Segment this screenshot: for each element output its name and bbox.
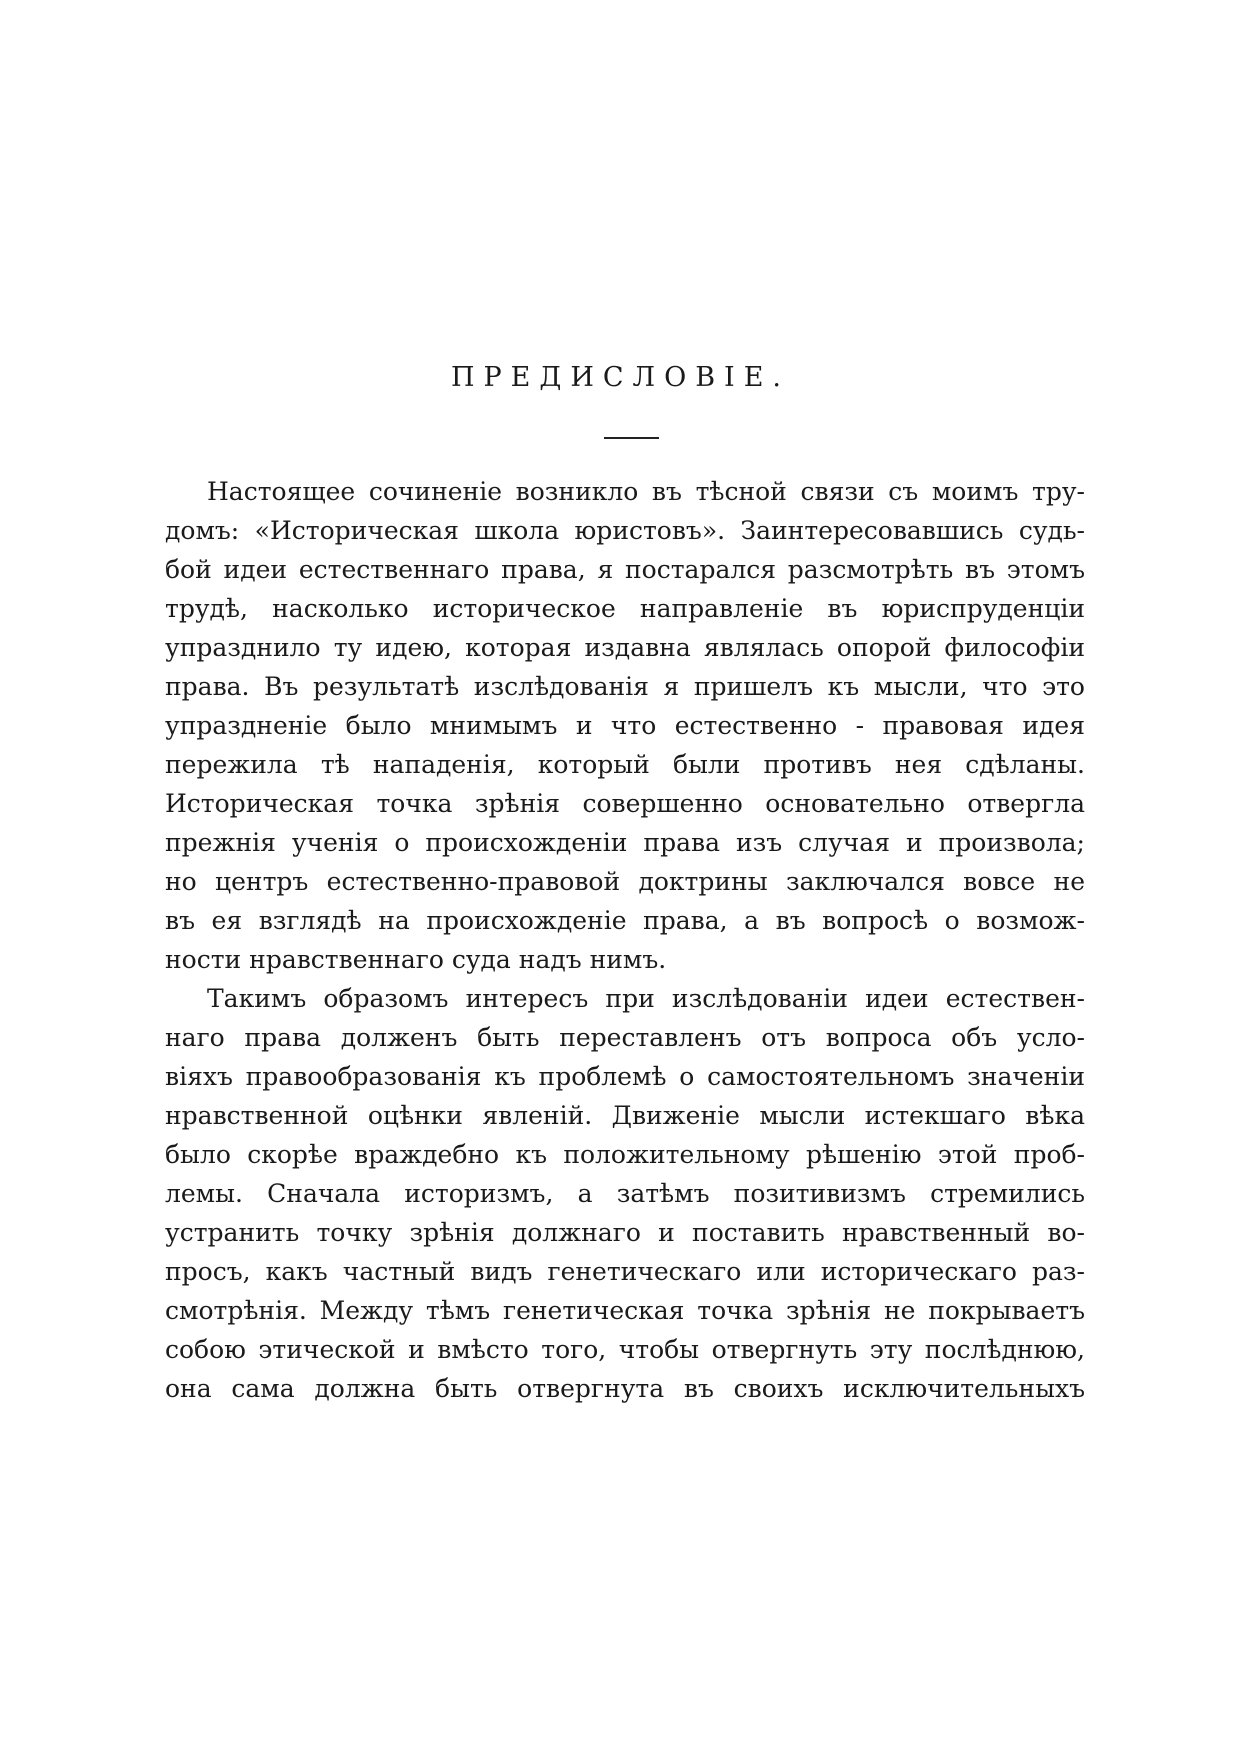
text-line: смотрѣнія. Между тѣмъ генетическая точка зрѣнія не покрываетъ [165,1296,1085,1325]
page-title: ПРЕДИСЛОВІЕ. [450,362,791,393]
text-line: было скорѣе враждебно къ положительному рѣшенію этой проб- [165,1140,1085,1169]
text-line: она сама должна быть отвергнута въ своихъ исключительныхъ [165,1374,1085,1403]
text-line: Такимъ образомъ интересъ при изслѣдованіи идеи естествен- [207,984,1085,1013]
text-line: віяхъ правообразованія къ проблемѣ о самостоятельномъ значеніи [165,1062,1085,1091]
body-text [165,472,1085,1408]
text-line: трудѣ, насколько историческое направленіе въ юриспруденціи [165,594,1085,623]
text-line: нравственной оцѣнки явленій. Движеніе мысли истекшаго вѣка [165,1101,1085,1130]
text-line: ности нравственнаго суда надъ нимъ. [165,945,667,974]
text-line: въ ея взглядѣ на происхожденіе права, а въ вопросѣ о возмож- [165,906,1085,935]
text-line: прежнія ученія о происхожденіи права изъ случая и произвола; [165,828,1085,857]
paragraph [165,979,1085,1408]
title-divider [604,437,659,439]
text-line: Историческая точка зрѣнія совершенно основательно отвергла [165,789,1085,818]
text-line: просъ, какъ частный видъ генетическаго или историческаго раз- [165,1257,1085,1286]
text-line: Настоящее сочиненіе возникло въ тѣсной связи съ моимъ тру- [207,477,1085,506]
text-line: права. Въ результатѣ изслѣдованія я пришелъ къ мысли, что это [165,672,1085,701]
text-line: лемы. Сначала историзмъ, а затѣмъ позитивизмъ стремились [165,1179,1085,1208]
text-line: собою этической и вмѣсто того, чтобы отвергнуть эту послѣднюю, [165,1335,1085,1364]
text-line: устранить точку зрѣнія должнаго и поставить нравственный во- [165,1218,1085,1247]
text-line: бой идеи естественнаго права, я постарался разсмотрѣть въ этомъ [165,555,1085,584]
text-line: наго права долженъ быть переставленъ отъ вопроса объ усло- [165,1023,1085,1052]
text-line: упразднило ту идею, которая издавна являлась опорой философіи [165,633,1085,662]
text-line: упраздненіе было мнимымъ и что естественно - правовая идея [165,711,1085,740]
text-line: домъ: «Историческая школа юристовъ». Заинтересовавшись судь- [165,516,1085,545]
paragraph [165,472,1085,979]
text-line: но центръ естественно-правовой доктрины заключался вовсе не [165,867,1085,896]
text-line: пережила тѣ нападенія, который были противъ нея сдѣланы. [165,750,1085,779]
